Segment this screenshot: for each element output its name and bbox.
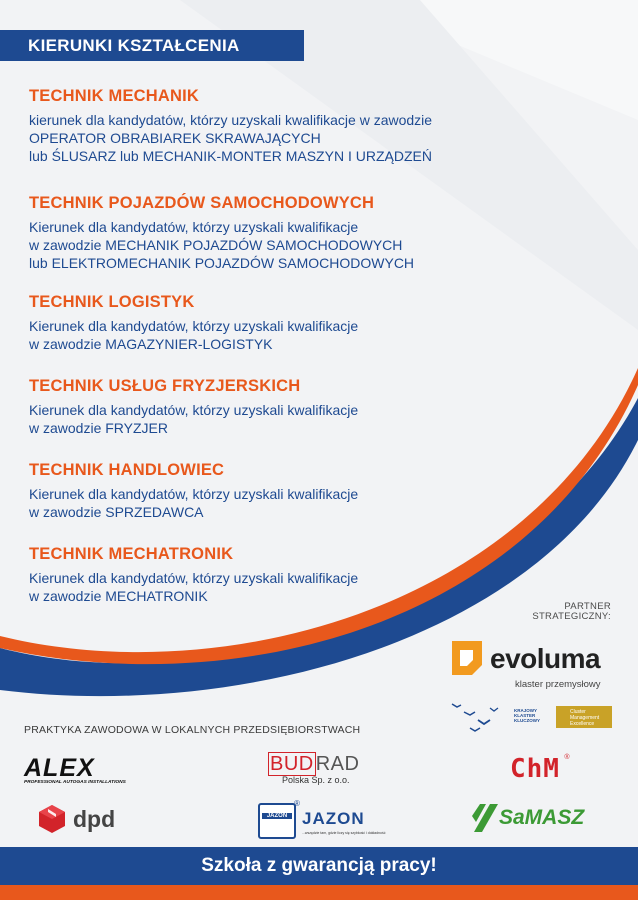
course-description: Kierunek dla kandydatów, którzy uzyskali kwalifikacje w zawodzie MECHANIK POJAZDÓW SAMOCHODOWYCH lub ELEKTROMECHANIK POJAZDÓW SAMOCHODOWYCH [29,219,415,271]
course-title: TECHNIK MECHANIK [29,87,200,105]
partner-label: PARTNER STRATEGICZNY: [532,601,611,622]
course-title: TECHNIK POJAZDÓW SAMOCHODOWYCH [29,194,375,212]
course-title: TECHNIK HANDLOWIEC [29,461,225,479]
jazon-logo: JAZON ® JAZON ...wszędzie tam, gdzie liczy się szybkość i dokładność [258,801,388,839]
course-title: TECHNIK MECHATRONIK [29,545,234,563]
practice-label: PRAKTYKA ZAWODOWA W LOKALNYCH PRZEDSIĘBIORSTWACH [24,724,361,736]
course-description: Kierunek dla kandydatów, którzy uzyskali kwalifikacje w zawodzie MAGAZYNIER-LOGISTYK [29,318,359,352]
samasz-mark-icon [472,804,498,832]
birds-icon [450,698,510,736]
dpd-cube-icon [38,804,66,834]
footer-slogan: Szkoła z gwarancją pracy! [0,847,638,885]
course-title: TECHNIK LOGISTYK [29,293,195,311]
evoluma-logo: evoluma klaster przemysłowy [448,637,618,697]
course-description: Kierunek dla kandydatów, którzy uzyskali kwalifikacje w zawodzie SPRZEDAWCA [29,486,359,520]
course-technik-logistyk [29,293,549,353]
course-technik-handlowiec [29,461,549,521]
course-technik-fryzjer [29,377,549,437]
course-title: TECHNIK USŁUG FRYZJERSKICH [29,377,301,395]
cluster-logos: KRAJOWY KLASTER KLUCZOWY Cluster Management Excellence [450,698,615,736]
course-description: Kierunek dla kandydatów, którzy uzyskali kwalifikacje w zawodzie MECHATRONIK [29,570,359,604]
course-description: kierunek dla kandydatów, którzy uzyskali kwalifikacje w zawodzie OPERATOR OBRABIAREK SKRAWAJĄCYCH lub ŚLUSARZ lub MECHANIK-MONTER MASZYN I URZĄDZEŃ [29,112,433,164]
course-description: Kierunek dla kandydatów, którzy uzyskali kwalifikacje w zawodzie FRYZJER [29,402,359,436]
section-header: KIERUNKI KSZTAŁCENIA [0,30,304,61]
course-technik-pojazdow [29,194,549,272]
chm-logo: ChM ® [510,754,570,784]
footer-stripe [0,885,638,900]
jazon-badge-icon: JAZON [258,803,296,839]
course-technik-mechatronik [29,545,549,605]
budrad-logo: BUD RAD Polska Sp. z o.o. [270,753,360,785]
evoluma-mark-icon [448,639,486,677]
alex-logo: ALEX PROFESSIONAL AUTOGAS INSTALLATIONS [24,754,126,785]
samasz-logo: SaMASZ [472,804,612,836]
dpd-logo: dpd [38,804,118,838]
course-technik-mechanik [29,87,549,165]
cluster-excellence-badge: Cluster Management Excellence [556,706,612,728]
